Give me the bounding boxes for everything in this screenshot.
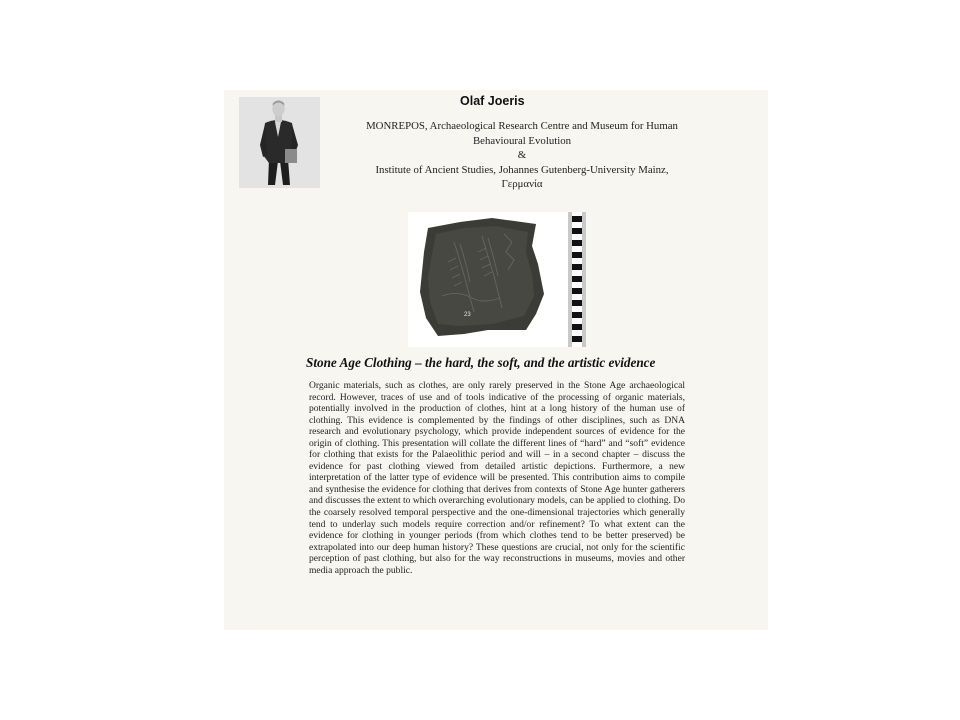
artifact-label: 23 <box>464 312 471 318</box>
affiliation-line: MONREPOS, Archaeological Research Centre and Museum for Human <box>366 120 678 132</box>
affiliation-country: Γερμανία <box>501 178 543 190</box>
engraved-stone-figure <box>408 212 586 347</box>
talk-title: Stone Age Clothing – the hard, the soft, and the artistic evidence <box>306 355 656 370</box>
engraved-stone-photo-icon <box>408 212 586 347</box>
affiliation-separator: & <box>517 149 527 161</box>
portrait-photo-icon <box>239 97 320 188</box>
affiliation-line: Institute of Ancient Studies, Johannes Gutenberg-University Mainz, <box>375 163 669 176</box>
portrait-figure <box>239 97 320 188</box>
author-name: Olaf Joeris <box>460 94 525 108</box>
affiliation-line: Behavioural Evolution <box>472 134 572 147</box>
affiliation-block <box>332 119 712 192</box>
abstract-page <box>224 90 768 630</box>
abstract-text: Organic materials, such as clothes, are only rarely preserved in the Stone Age archaeological record. However, traces of use and of tools indicative of the processing of organic materials, potentially involved in the production of clothes, hint at a long history of the human use of clothing. This evidence is complemented by the findings of other disciplines, such as DNA research and evolutionary psychology, which provide independent sources of evidence for the origin of clothing. This presentation will collate the different lines of “hard” and “soft” evidence for clothing that exists for the Palaeolithic period and will – in a second chapter – discuss the evidence for past clothing viewed from detailed artistic depictions. Furthermore, a new interpretation of the latter type of evidence will be presented. This contribution aims to compile and synthesise the evidence for clothing that derives from contexts of Stone Age hunter gatherers and discusses the extent to which overarching evolutionary models, can be applied to clothing. Do the coarsely resolved temporal perspective and the one-dimensional trajectories which generally tend to underlay such models require correction and/or refinement? To what extent can the evidence for clothing in younger periods (from which clothes tend to be better preserved) be extrapolated into our deep human history? These questions are crucial, not only for the scientific perception of past clothing, but also for the way reconstructions in museums, movies and other media approach the public. <box>309 380 685 576</box>
